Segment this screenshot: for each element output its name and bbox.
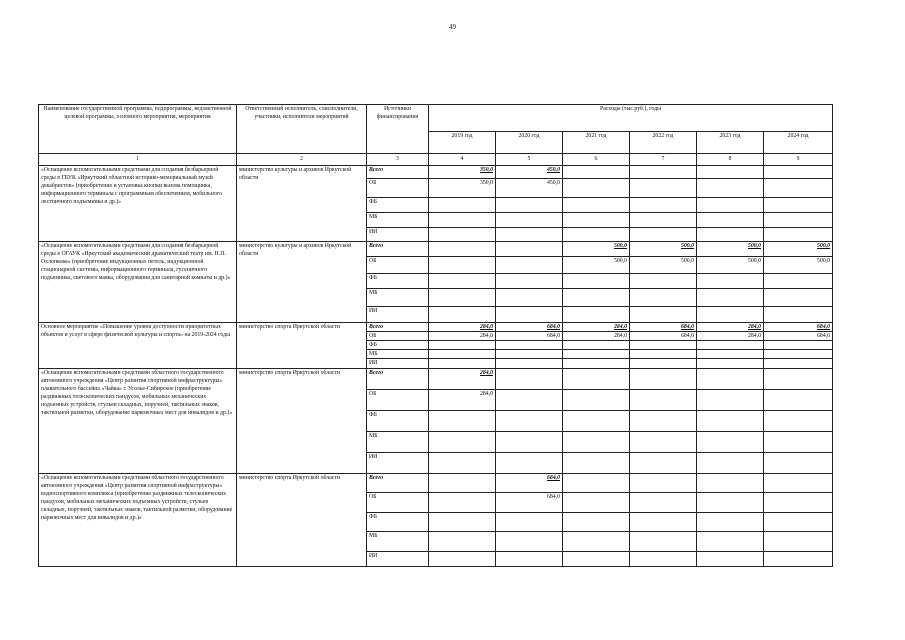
expense-value: [429, 473, 496, 492]
expense-value: [697, 531, 764, 551]
expense-value: [630, 179, 697, 198]
expense-value: [630, 307, 697, 323]
header-year: 2024 год: [764, 132, 833, 154]
program-executor: министерство спорта Иркутской области: [237, 323, 367, 369]
expense-value: 500,0: [764, 242, 833, 257]
expense-value: 684,0: [630, 332, 697, 341]
column-number: 6: [563, 154, 630, 166]
expense-value: [764, 512, 833, 531]
expense-value: [429, 452, 496, 473]
expense-value: 450,0: [496, 166, 563, 179]
program-executor: министерство спорта Иркутской области: [237, 473, 367, 566]
funding-source: ИИ: [367, 228, 429, 242]
program-name: «Оснащение вспомогательными средствами областного государственного автономного учреждения «Центр развития спортивной инфраструктуры» плавательного бассейна «Чайка» г. Усолье-Сибирское (приобретение раздвижных телескопических пандусов, мобильных механических подъемных устройств, стульев складных, поручней, тактильных знаков, тактильной разметки, оборудование парковочных мест для инвалидов и др.)»: [39, 368, 237, 473]
column-number: 5: [496, 154, 563, 166]
expense-value: [764, 228, 833, 242]
expense-value: [630, 473, 697, 492]
expense-value: [697, 198, 764, 213]
header-year: 2019 год: [429, 132, 496, 154]
expense-value: [697, 452, 764, 473]
expense-value: [697, 228, 764, 242]
header-expenses: Расходы (тыс.руб.), годы: [429, 105, 833, 132]
expense-value: [764, 551, 833, 566]
program-executor: министерство спорта Иркутской области: [237, 368, 367, 473]
program-name: Основное мероприятие «Повышение уровня доступности приоритетных объектов и услуг в сфере физической культуры и спорта» на 2019-2024 годы: [39, 323, 237, 369]
expense-value: [697, 551, 764, 566]
header-row: [39, 105, 833, 132]
expense-value: [630, 359, 697, 368]
budget-table: [38, 104, 833, 567]
expense-value: [697, 307, 764, 323]
column-number: 1: [39, 154, 237, 166]
funding-source: МБ: [367, 531, 429, 551]
expense-value: 284,0: [697, 332, 764, 341]
expense-value: [496, 368, 563, 389]
expense-value: [429, 213, 496, 228]
expense-value: [429, 431, 496, 452]
expense-value: 284,0: [563, 323, 630, 332]
expense-value: 500,0: [630, 257, 697, 274]
expense-value: [429, 551, 496, 566]
expense-value: [563, 213, 630, 228]
header-year: 2021 год: [563, 132, 630, 154]
expense-value: [496, 531, 563, 551]
expense-value: [496, 341, 563, 350]
page-number: 49: [449, 23, 456, 31]
expense-value: [697, 512, 764, 531]
expense-value: [764, 492, 833, 512]
expense-value: [563, 179, 630, 198]
expense-value: [764, 431, 833, 452]
program-line-row: [39, 323, 833, 332]
expense-value: 500,0: [697, 257, 764, 274]
expense-value: [563, 341, 630, 350]
program-line-row: [39, 242, 833, 257]
column-number: 9: [764, 154, 833, 166]
expense-value: [697, 389, 764, 410]
expense-value: [496, 198, 563, 213]
expense-value: 684,0: [764, 332, 833, 341]
program-executor: министерство культуры и архивов Иркутской области: [237, 166, 367, 242]
expense-value: 684,0: [630, 323, 697, 332]
expense-value: [563, 307, 630, 323]
header-executor: Ответственный исполнитель, соисполнители, участники, исполнители мероприятий: [237, 105, 367, 154]
expense-value: [697, 359, 764, 368]
program-executor: министерство культуры и архивов Иркутской области: [237, 242, 367, 323]
expense-value: [429, 198, 496, 213]
expense-value: [764, 213, 833, 228]
expense-value: [563, 431, 630, 452]
expense-value: [697, 274, 764, 289]
expense-value: [496, 307, 563, 323]
funding-source: ИИ: [367, 359, 429, 368]
expense-value: 284,0: [429, 368, 496, 389]
expense-value: [429, 359, 496, 368]
expense-value: [630, 410, 697, 431]
column-number: 7: [630, 154, 697, 166]
funding-source: МБ: [367, 213, 429, 228]
expense-value: [630, 289, 697, 307]
expense-value: [630, 431, 697, 452]
expense-value: 284,0: [429, 389, 496, 410]
expense-value: 350,0: [429, 179, 496, 198]
expense-value: [697, 213, 764, 228]
expense-value: [429, 410, 496, 431]
expense-value: [630, 368, 697, 389]
funding-source: МБ: [367, 350, 429, 359]
expense-value: [697, 289, 764, 307]
expense-value: 684,0: [496, 473, 563, 492]
expense-value: [764, 368, 833, 389]
expense-value: [630, 228, 697, 242]
funding-source: Всего: [367, 323, 429, 332]
expense-value: [563, 531, 630, 551]
expense-value: [429, 289, 496, 307]
expense-value: [630, 341, 697, 350]
expense-value: [429, 531, 496, 551]
funding-source: Всего: [367, 368, 429, 389]
program-name: «Оснащение вспомогательными средствами областного государственного автономного учреждения «Центр развития спортивной инфраструктуры» водноспортивного комплекса (приобретение раздвижных телескопических пандусов, мобильных механических подъемных устройств, стульев складных, поручней, тактильных знаков, тактильной разметки, оборудование парковочных мест для инвалидов и др.)»: [39, 473, 237, 566]
column-number: 2: [237, 154, 367, 166]
expense-value: [764, 179, 833, 198]
column-numbers-row: [39, 154, 833, 166]
expense-value: [496, 242, 563, 257]
expense-value: [630, 213, 697, 228]
expense-value: [496, 213, 563, 228]
expense-value: [764, 531, 833, 551]
expense-value: 450,0: [496, 179, 563, 198]
expense-value: [697, 179, 764, 198]
expense-value: [630, 389, 697, 410]
expense-value: [563, 492, 630, 512]
header-year: 2022 год: [630, 132, 697, 154]
expense-value: [563, 289, 630, 307]
expense-value: [630, 551, 697, 566]
expense-value: [697, 166, 764, 179]
expense-value: [496, 551, 563, 566]
header-year: 2023 год: [697, 132, 764, 154]
expense-value: 284,0: [563, 332, 630, 341]
column-number: 8: [697, 154, 764, 166]
funding-source: МБ: [367, 431, 429, 452]
funding-source: ОБ: [367, 389, 429, 410]
expense-value: [563, 274, 630, 289]
funding-source: ФБ: [367, 341, 429, 350]
expense-value: [630, 274, 697, 289]
funding-source: ФБ: [367, 274, 429, 289]
expense-value: [630, 350, 697, 359]
expense-value: [630, 492, 697, 512]
funding-source: ФБ: [367, 198, 429, 213]
expense-value: 500,0: [630, 242, 697, 257]
expense-value: [563, 350, 630, 359]
expense-value: [697, 431, 764, 452]
expense-value: [630, 452, 697, 473]
expense-value: [429, 307, 496, 323]
expense-value: [563, 368, 630, 389]
expense-value: 500,0: [563, 242, 630, 257]
expense-value: [429, 350, 496, 359]
expense-value: [764, 410, 833, 431]
expense-value: [563, 228, 630, 242]
expense-value: [630, 166, 697, 179]
expense-value: [697, 350, 764, 359]
expense-value: [697, 492, 764, 512]
expense-value: 684,0: [764, 323, 833, 332]
header-name: Наименование государственной программы, подпрограммы, ведомственной целевой программы, основного мероприятия, мероприятия: [39, 105, 237, 154]
funding-source: Всего: [367, 242, 429, 257]
expense-value: [563, 512, 630, 531]
expense-value: [697, 410, 764, 431]
expense-value: [429, 492, 496, 512]
column-number: 4: [429, 154, 496, 166]
funding-source: Всего: [367, 473, 429, 492]
expense-value: [563, 551, 630, 566]
expense-value: 684,0: [496, 332, 563, 341]
expense-value: [429, 228, 496, 242]
expense-value: [496, 512, 563, 531]
funding-source: ФБ: [367, 410, 429, 431]
expense-value: [764, 198, 833, 213]
expense-value: 684,0: [496, 492, 563, 512]
expense-value: [563, 389, 630, 410]
program-line-row: [39, 473, 833, 492]
expense-value: [764, 166, 833, 179]
funding-source: ФБ: [367, 512, 429, 531]
funding-source: ОБ: [367, 492, 429, 512]
expense-value: [429, 257, 496, 274]
expense-value: [429, 341, 496, 350]
expense-value: [496, 431, 563, 452]
expense-value: [496, 350, 563, 359]
expense-value: [563, 452, 630, 473]
expense-value: [563, 410, 630, 431]
expense-value: [563, 359, 630, 368]
expense-value: 500,0: [563, 257, 630, 274]
expense-value: [764, 359, 833, 368]
program-name: «Оснащение вспомогательными средствами для создания безбарьерной среды в ГБУК «Иркутский областной историко-мемориальный музей декабристов» (приобретение и установка кнопки вызова помощника, информационного терминала с программным обеспечением, мобильного лестничного подъемника и др.)»: [39, 166, 237, 242]
program-name: «Оснащение вспомогательными средствами для создания безбарьерной среды в ОГАУК «Иркутский академический драматический театр им. Н.П. Охлопкова» (приобретение индукционных петель, индукционной стационарной системы, информационного терминала, гусеничного подъемника, светового маяка, оборудования для санитарной комнаты и др.)»: [39, 242, 237, 323]
program-line-row: [39, 166, 833, 179]
expense-value: 284,0: [429, 332, 496, 341]
expense-value: [764, 289, 833, 307]
expense-value: [563, 166, 630, 179]
expense-value: [496, 289, 563, 307]
expense-value: [496, 257, 563, 274]
expense-value: 684,0: [496, 323, 563, 332]
expense-value: [496, 410, 563, 431]
funding-source: ОБ: [367, 332, 429, 341]
header-year: 2020 год: [496, 132, 563, 154]
expense-value: [764, 307, 833, 323]
expense-value: [764, 452, 833, 473]
column-number: 3: [367, 154, 429, 166]
expense-value: [496, 389, 563, 410]
expense-value: [764, 473, 833, 492]
expense-value: 500,0: [764, 257, 833, 274]
funding-source: Всего: [367, 166, 429, 179]
expense-value: [496, 359, 563, 368]
expense-value: [764, 341, 833, 350]
program-line-row: [39, 368, 833, 389]
expense-value: 350,0: [429, 166, 496, 179]
expense-value: [764, 274, 833, 289]
expense-value: [563, 198, 630, 213]
expense-value: [429, 274, 496, 289]
expense-value: [496, 228, 563, 242]
expense-value: 500,0: [697, 242, 764, 257]
expense-value: [563, 473, 630, 492]
funding-source: ИИ: [367, 452, 429, 473]
expense-value: [764, 389, 833, 410]
expense-value: [496, 274, 563, 289]
expense-value: [697, 473, 764, 492]
expense-value: [764, 350, 833, 359]
funding-source: ОБ: [367, 257, 429, 274]
funding-source: ИИ: [367, 551, 429, 566]
expense-value: 284,0: [429, 323, 496, 332]
funding-source: ОБ: [367, 179, 429, 198]
expense-value: [496, 452, 563, 473]
header-sources: Источники финансирования: [367, 105, 429, 154]
expense-value: [697, 341, 764, 350]
expense-value: 284,0: [697, 323, 764, 332]
expense-value: [630, 512, 697, 531]
expense-value: [630, 531, 697, 551]
funding-source: ИИ: [367, 307, 429, 323]
expense-value: [429, 242, 496, 257]
funding-source: МБ: [367, 289, 429, 307]
expense-value: [429, 512, 496, 531]
expense-value: [630, 198, 697, 213]
expense-value: [697, 368, 764, 389]
